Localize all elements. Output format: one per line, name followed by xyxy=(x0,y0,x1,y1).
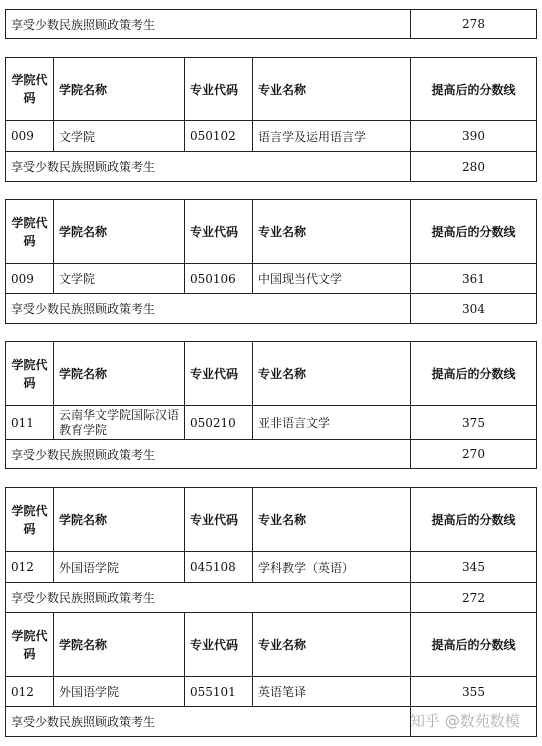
score-table xyxy=(5,341,537,469)
college-code: 009 xyxy=(6,121,54,152)
header-row xyxy=(6,342,537,406)
score-table xyxy=(5,57,537,182)
header-score: 提高后的分数线 xyxy=(411,200,537,264)
header-score: 提高后的分数线 xyxy=(411,342,537,406)
header-major-name: 专业名称 xyxy=(253,488,411,552)
college-name: 云南华文学院国际汉语教育学院 xyxy=(54,406,185,440)
college-code: 012 xyxy=(6,677,54,707)
college-name: 外国语学院 xyxy=(54,552,185,583)
major-code: 050102 xyxy=(185,121,253,152)
policy-score: 272 xyxy=(411,583,537,613)
score-table xyxy=(5,487,537,737)
header-major-code: 专业代码 xyxy=(185,200,253,264)
policy-score: 304 xyxy=(411,294,537,324)
policy-label: 享受少数民族照顾政策考生 xyxy=(6,440,411,469)
college-name: 外国语学院 xyxy=(54,677,185,707)
table-row xyxy=(6,121,537,152)
policy-score: 278 xyxy=(411,10,537,39)
table-row xyxy=(6,264,537,294)
college-code: 011 xyxy=(6,406,54,440)
header-college-code: 学院代码 xyxy=(6,200,54,264)
policy-row xyxy=(6,440,537,469)
score: 361 xyxy=(411,264,537,294)
header-score: 提高后的分数线 xyxy=(411,488,537,552)
header-college-name: 学院名称 xyxy=(54,488,185,552)
major-name: 亚非语言文学 xyxy=(253,406,411,440)
header-major-name: 专业名称 xyxy=(253,58,411,121)
major-code: 055101 xyxy=(185,677,253,707)
header-college-code: 学院代码 xyxy=(6,58,54,121)
major-name: 语言学及运用语言学 xyxy=(253,121,411,152)
header-major-code: 专业代码 xyxy=(185,58,253,121)
header-college-name: 学院名称 xyxy=(54,613,185,677)
header-major-name: 专业名称 xyxy=(253,200,411,264)
header-row xyxy=(6,488,537,552)
policy-label: 享受少数民族照顾政策考生 xyxy=(6,583,411,613)
policy-label: 享受少数民族照顾政策考生 xyxy=(6,294,411,324)
major-code: 050210 xyxy=(185,406,253,440)
policy-row xyxy=(6,583,537,613)
policy-score: 270 xyxy=(411,440,537,469)
header-college-name: 学院名称 xyxy=(54,342,185,406)
policy-label: 享受少数民族照顾政策考生 xyxy=(6,10,411,39)
major-name: 学科教学（英语） xyxy=(253,552,411,583)
major-name: 英语笔译 xyxy=(253,677,411,707)
major-code: 045108 xyxy=(185,552,253,583)
header-score: 提高后的分数线 xyxy=(411,58,537,121)
header-major-name: 专业名称 xyxy=(253,342,411,406)
header-major-code: 专业代码 xyxy=(185,613,253,677)
policy-label: 享受少数民族照顾政策考生 xyxy=(6,152,411,182)
top-policy-table xyxy=(5,9,537,39)
header-row xyxy=(6,613,537,677)
score: 390 xyxy=(411,121,537,152)
table-row xyxy=(6,552,537,583)
header-college-name: 学院名称 xyxy=(54,200,185,264)
header-row xyxy=(6,58,537,121)
college-code: 009 xyxy=(6,264,54,294)
header-college-code: 学院代码 xyxy=(6,488,54,552)
header-college-code: 学院代码 xyxy=(6,613,54,677)
major-name: 中国现当代文学 xyxy=(253,264,411,294)
table-row xyxy=(6,406,537,440)
header-major-code: 专业代码 xyxy=(185,488,253,552)
header-score: 提高后的分数线 xyxy=(411,613,537,677)
major-code: 050106 xyxy=(185,264,253,294)
header-major-code: 专业代码 xyxy=(185,342,253,406)
college-name: 文学院 xyxy=(54,264,185,294)
watermark: 知乎 @数苑数模 xyxy=(410,712,520,730)
header-college-name: 学院名称 xyxy=(54,58,185,121)
college-name: 文学院 xyxy=(54,121,185,152)
score: 355 xyxy=(411,677,537,707)
policy-score: 280 xyxy=(411,152,537,182)
score: 375 xyxy=(411,406,537,440)
score: 345 xyxy=(411,552,537,583)
header-row xyxy=(6,200,537,264)
policy-label: 享受少数民族照顾政策考生 xyxy=(6,707,411,737)
header-major-name: 专业名称 xyxy=(253,613,411,677)
score-table xyxy=(5,199,537,324)
policy-row xyxy=(6,10,537,39)
policy-row xyxy=(6,152,537,182)
table-row xyxy=(6,677,537,707)
college-code: 012 xyxy=(6,552,54,583)
policy-row xyxy=(6,294,537,324)
header-college-code: 学院代码 xyxy=(6,342,54,406)
